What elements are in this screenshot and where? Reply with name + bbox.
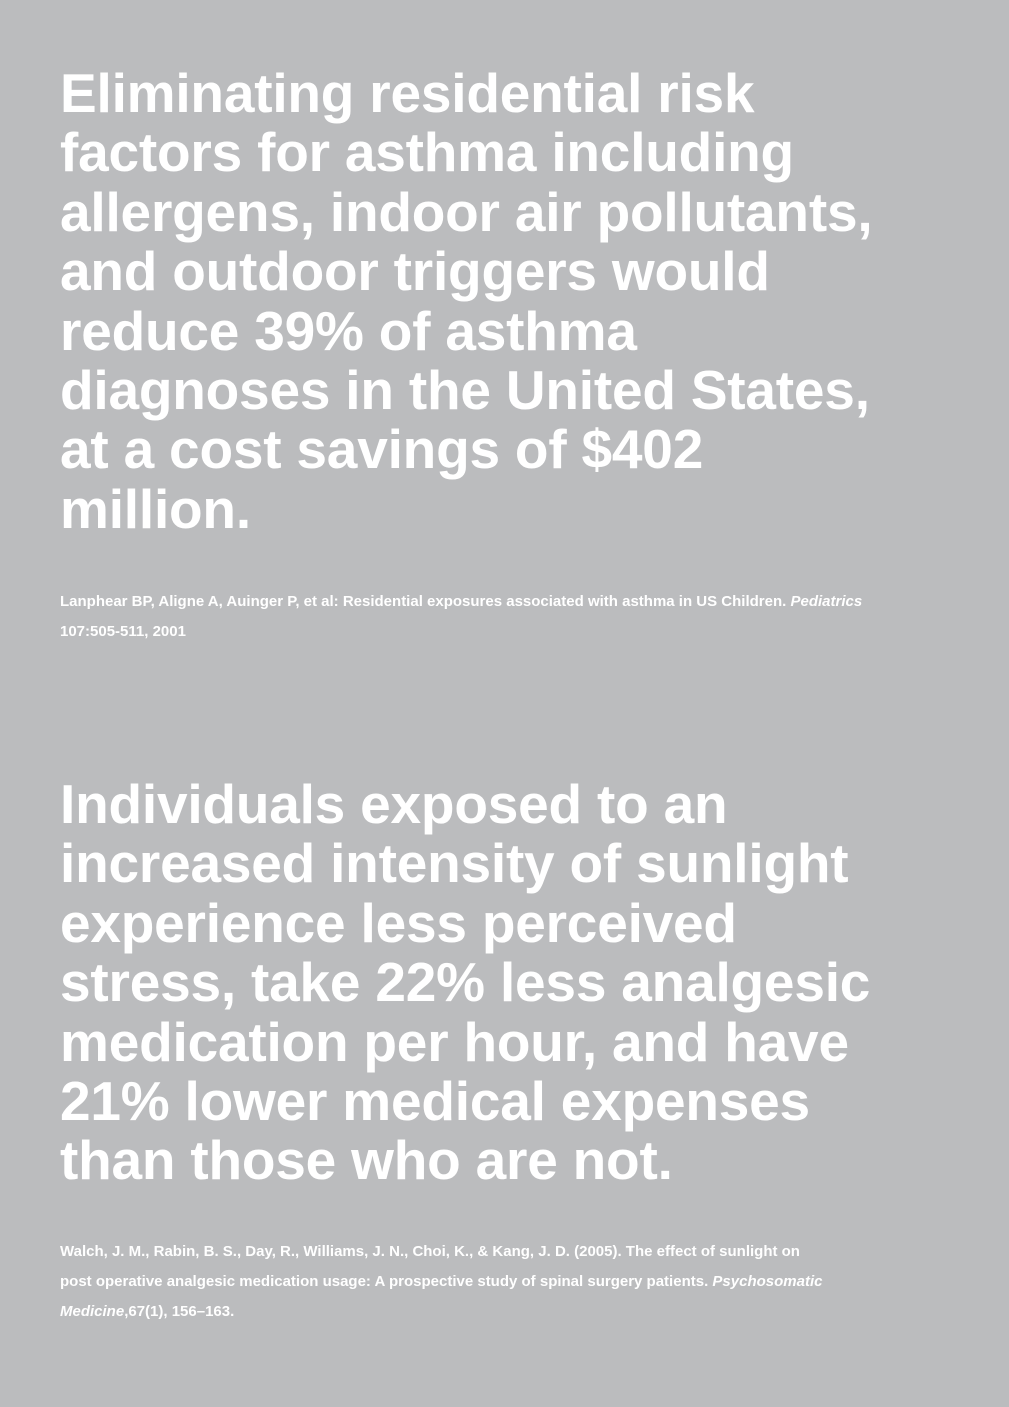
citation-line <box>60 1267 960 1297</box>
statement-line: and outdoor triggers would <box>60 240 770 303</box>
statement-line: increased intensity of sunlight <box>60 832 849 895</box>
citation-journal: Medicine <box>60 1302 125 1320</box>
statement-line: diagnoses in the United States, <box>60 359 870 422</box>
statement-line: than those who are not. <box>60 1129 673 1192</box>
statistic-statement <box>60 775 960 1191</box>
source-citation <box>60 587 960 647</box>
citation-line <box>60 587 960 617</box>
citation-authors-title: Lanphear BP, Aligne A, Auinger P, et al: Residential exposures associated with asthma in US Children. <box>60 593 791 611</box>
statement-line: medication per hour, and have <box>60 1010 849 1073</box>
statistic-block-asthma <box>60 64 960 647</box>
citation-journal: Psychosomatic <box>712 1272 823 1290</box>
citation-line <box>60 1297 960 1327</box>
statement-line: allergens, indoor air pollutants, <box>60 180 873 243</box>
citation-line: Walch, J. M., Rabin, B. S., Day, R., Williams, J. N., Choi, K., & Kang, J. D. (2005). The effect of sunlight on <box>60 1242 800 1260</box>
statement-line: reduce 39% of asthma <box>60 299 637 362</box>
statement-line: Individuals exposed to an <box>60 773 728 835</box>
statement-line: stress, take 22% less analgesic <box>60 951 871 1014</box>
citation-title: post operative analgesic medication usage: A prospective study of spinal surgery patients. <box>60 1272 713 1290</box>
citation-line: 107:505-511, 2001 <box>60 623 186 641</box>
statement-line: Eliminating residential risk <box>60 62 755 124</box>
statement-line: million. <box>60 477 251 540</box>
statistic-statement <box>60 64 960 539</box>
statement-line: experience less perceived <box>60 891 737 954</box>
citation-volume-pages: ,67(1), 156–163. <box>124 1302 235 1320</box>
statement-line: at a cost savings of $402 <box>60 418 704 481</box>
citation-journal: Pediatrics <box>790 593 863 611</box>
source-citation <box>60 1237 960 1327</box>
statement-line: 21% lower medical expenses <box>60 1070 810 1133</box>
statistic-block-sunlight <box>60 775 960 1327</box>
statement-line: factors for asthma including <box>60 121 794 184</box>
